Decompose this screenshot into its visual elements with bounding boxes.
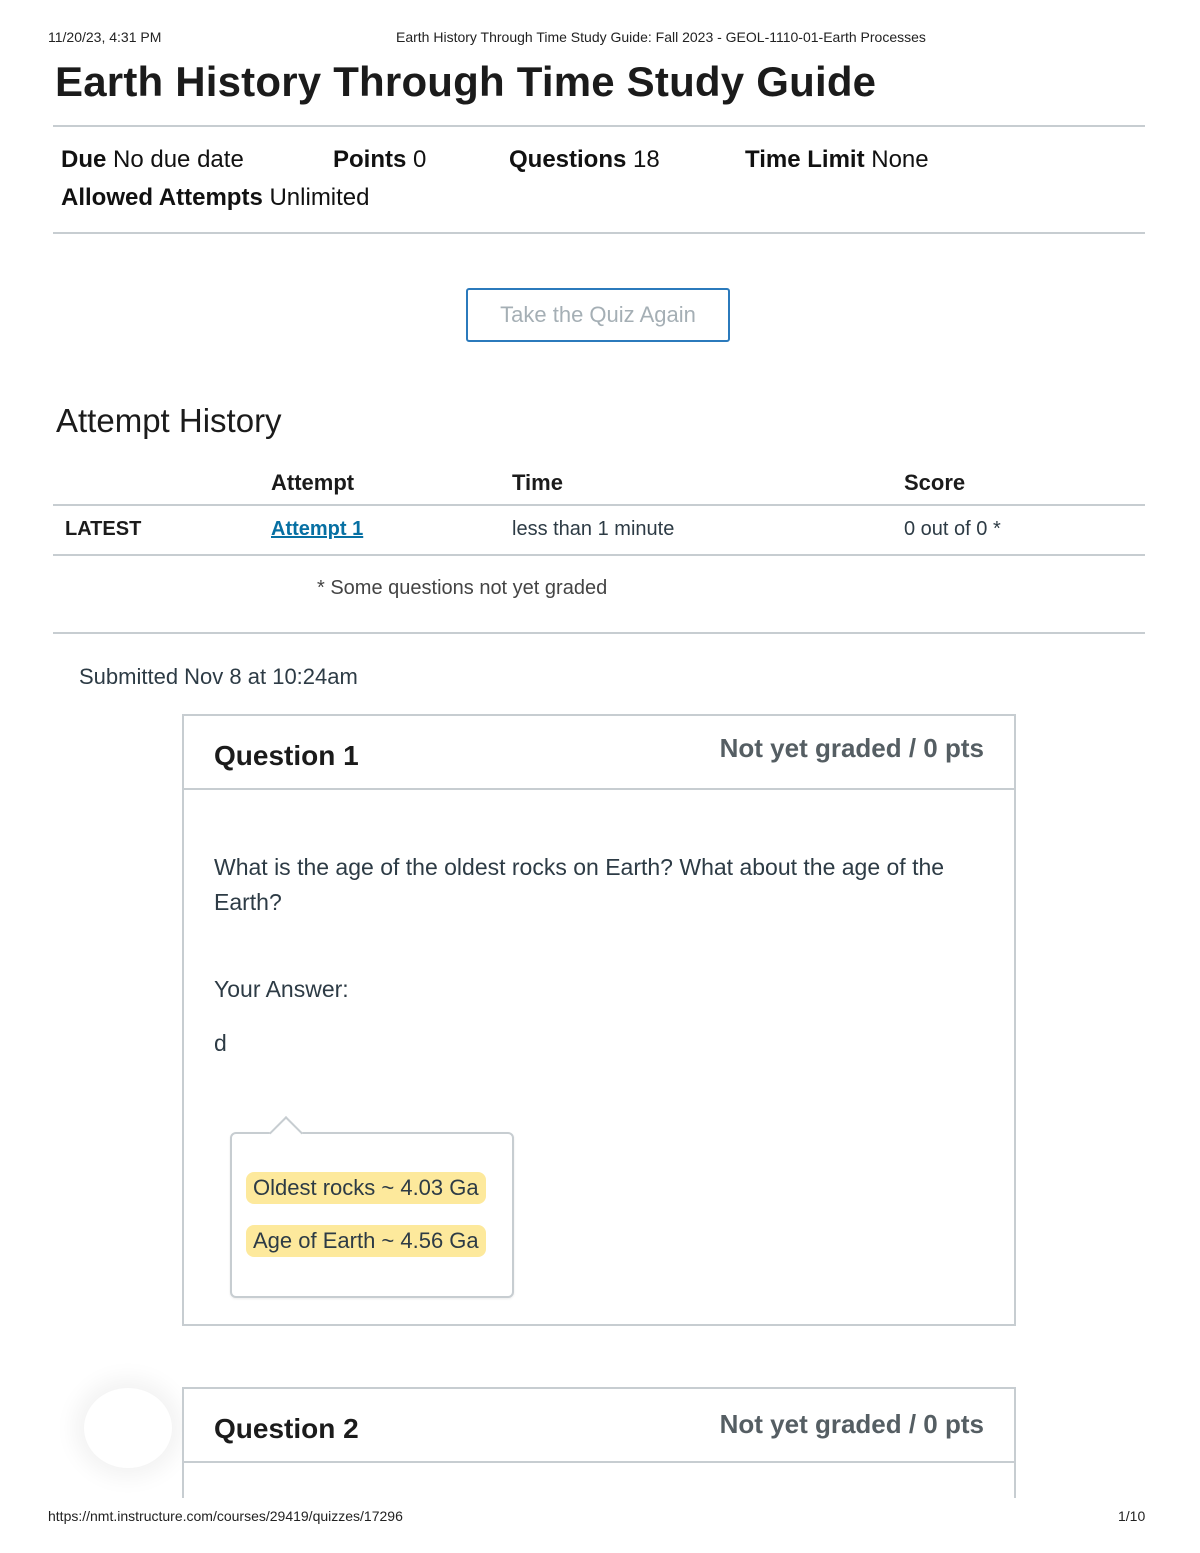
feedback-age-of-earth: Age of Earth ~ 4.56 Ga: [246, 1225, 486, 1257]
due-value: No due date: [113, 146, 244, 173]
points-label: Points: [333, 146, 407, 173]
due-info: [61, 146, 244, 174]
print-page-number: 1/10: [1118, 1508, 1146, 1524]
print-url: https://nmt.instructure.com/courses/29419/quizzes/17296: [48, 1508, 403, 1524]
table-row-divider: [53, 554, 1145, 556]
question-points: Not yet graded / 0 pts: [719, 1409, 984, 1439]
time-limit-label: Time Limit: [745, 146, 865, 173]
due-label: Due: [61, 146, 107, 173]
question-card: [182, 1387, 1016, 1498]
points-value: 0: [413, 146, 427, 173]
time-limit-value: None: [871, 146, 929, 173]
take-quiz-again-button[interactable]: Take the Quiz Again: [466, 288, 730, 342]
questions-label: Questions: [509, 146, 627, 173]
comment-pointer: [269, 1116, 303, 1150]
table-header-divider: [53, 504, 1145, 506]
feedback-comment: [230, 1132, 514, 1298]
column-header-attempt: Attempt: [271, 470, 355, 495]
submitted-timestamp: Submitted Nov 8 at 10:24am: [79, 664, 358, 689]
allowed-attempts-value: Unlimited: [269, 184, 370, 211]
time-limit-info: [745, 146, 929, 174]
questions-value: 18: [633, 146, 660, 173]
divider: [53, 632, 1145, 634]
question-text: What is the age of the oldest rocks on Earth? What about the age of the Earth?: [214, 854, 945, 915]
allowed-attempts-label: Allowed Attempts: [61, 184, 263, 211]
grading-note: * Some questions not yet graded: [317, 577, 608, 599]
divider: [53, 125, 1145, 127]
page-title: Earth History Through Time Study Guide: [55, 58, 877, 105]
questions-info: [509, 146, 660, 174]
question-title: Question 1: [214, 740, 359, 771]
attempt-history-heading: Attempt History: [56, 402, 282, 439]
question-card: [182, 714, 1016, 1326]
question-points: Not yet graded / 0 pts: [719, 733, 984, 763]
column-header-score: Score: [904, 470, 966, 495]
latest-tag: LATEST: [65, 518, 142, 540]
points-info: [333, 146, 426, 174]
floating-action-button[interactable]: [84, 1388, 172, 1468]
attempt-score: 0 out of 0 *: [904, 518, 1001, 540]
attempt-link[interactable]: Attempt 1: [271, 518, 364, 540]
your-answer-label: Your Answer:: [214, 976, 349, 1002]
question-header: [184, 1389, 1014, 1463]
divider: [53, 232, 1145, 234]
question-header: [184, 716, 1014, 790]
print-datetime: 11/20/23, 4:31 PM: [48, 29, 162, 45]
attempt-time: less than 1 minute: [512, 518, 675, 540]
answer-value: d: [214, 1030, 227, 1056]
print-page-title: Earth History Through Time Study Guide: Fall 2023 - GEOL-1110-01-Earth Processes: [396, 29, 926, 45]
feedback-oldest-rocks: Oldest rocks ~ 4.03 Ga: [246, 1172, 486, 1204]
column-header-time: Time: [512, 470, 563, 495]
allowed-attempts-info: [61, 184, 370, 212]
question-title: Question 2: [214, 1413, 359, 1444]
